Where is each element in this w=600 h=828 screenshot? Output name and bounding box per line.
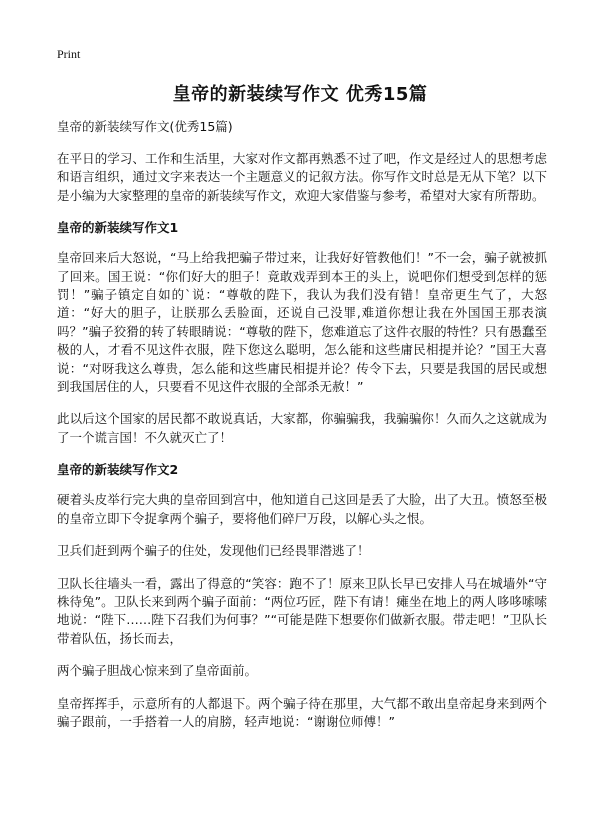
- section-paragraph: 卫队长往墙头一看，露出了得意的“笑容：跑不了！原来卫队长早已安排人马在城墙外“守株待兔”。卫队长来到两个骗子面前：“两位巧匠，陛下有请！瘫坐在地上的两人哆哆嗦嗦地说：“陛下……陛下召我们为何事？”“可能是陛下想要你们做新衣服。带走吧！”卫队长带着队伍，扬长而去，: [57, 575, 547, 646]
- section-heading: 皇帝的新装续写作文1: [57, 220, 179, 236]
- intro-paragraph: 在平日的学习、工作和生活里，大家对作文都再熟悉不过了吧，作文是经过人的思想考虑和语言组织，通过文字来表达一个主题意义的记叙方法。你写作文时总是无从下笔？以下是小编为大家整理的皇帝的新装续写作文，欢迎大家借鉴与参考，希望对大家有所帮助。: [57, 151, 547, 203]
- section-paragraph: 此以后这个国家的居民都不敢说真话，大家都，你骗骗我，我骗骗你！久而久之这就成为了一个谎言国！不久就灭亡了！: [57, 411, 547, 445]
- section-heading: 皇帝的新装续写作文2: [57, 462, 179, 478]
- document-subtitle: 皇帝的新装续写作文(优秀15篇): [57, 119, 233, 134]
- section-paragraph: 卫兵们赶到两个骗子的住处，发现他们已经畏罪潜逃了！: [57, 543, 370, 559]
- section-paragraph: 硬着头皮举行完大典的皇帝回到宫中，他知道自己这回是丢了大脸，出了大丑。愤怒至极的皇帝立即下令捉拿两个骗子，要将他们碎尸万段，以解心头之恨。: [57, 492, 547, 526]
- section-paragraph: 皇帝挥挥手，示意所有的人都退下。两个骗子待在那里，大气都不敢出皇帝起身来到两个骗子跟前，一手搭着一人的肩膀，轻声地说：“谢谢位师傅！”: [57, 695, 547, 729]
- print-link[interactable]: Print: [57, 47, 81, 61]
- section-paragraph: 两个骗子胆战心惊来到了皇帝面前。: [57, 663, 258, 679]
- document-title: 皇帝的新装续写作文 优秀15篇: [172, 84, 428, 105]
- section-paragraph: 皇帝回来后大怒说，“马上给我把骗子带过来，让我好好管教他们！”不一会，骗子就被抓了回来。国王说：“你们好大的胆子！竟敢戏弄到本王的头上，说吧你们想受到怎样的惩罚！”骗子镇定自如的`说：“尊敬的陛下，我认为我们没有错！皇帝更生气了，大怒道：“好大的胆子，让朕那么丢脸面，还说自己没罪,难道你想让我在外国国王那表演吗？”骗子狡猾的转了转眼睛说：“尊敬的陛下，您难道忘了这件衣服的特性？只有愚蠢至极的人，才看不见这件衣服，陛下您这么聪明，怎么能和这些庸民相提并论？”国王大喜说：“对呀我这么尊贵，怎么能和这些庸民相提并论？传令下去，只要是我国的居民或想到我国居住的人，只要看不见这件衣服的全部杀无赦！”: [57, 250, 547, 395]
- section-1: [57, 219, 547, 447]
- section-2: [57, 461, 547, 731]
- document-body: [57, 118, 547, 745]
